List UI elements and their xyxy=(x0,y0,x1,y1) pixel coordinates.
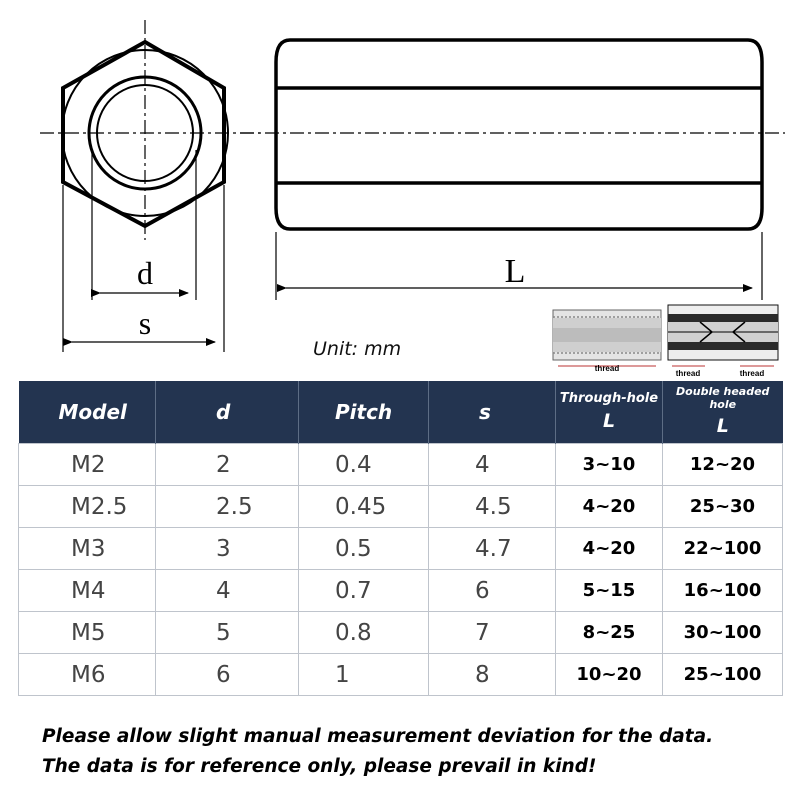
label-d: d xyxy=(137,255,153,291)
label-s: s xyxy=(138,305,152,341)
cell-s: 4 xyxy=(429,444,556,486)
cell-pitch: 0.5 xyxy=(299,528,429,570)
thread-label: thread xyxy=(594,364,620,373)
cell-s: 6 xyxy=(429,570,556,612)
cell-d: 6 xyxy=(156,654,299,696)
technical-drawing xyxy=(0,0,800,380)
cell-through: 4~20 xyxy=(556,486,663,528)
header-d: d xyxy=(156,381,299,444)
header-pitch: Pitch xyxy=(299,381,429,444)
cell-pitch: 0.4 xyxy=(299,444,429,486)
hex-end-view xyxy=(40,20,260,240)
table-row xyxy=(19,444,783,486)
disclaimer xyxy=(42,722,713,782)
table-row xyxy=(19,528,783,570)
cell-pitch: 0.8 xyxy=(299,612,429,654)
cell-through: 5~15 xyxy=(556,570,663,612)
unit-label: Unit: mm xyxy=(313,338,402,360)
table-header-row xyxy=(19,381,783,444)
cell-d: 2.5 xyxy=(156,486,299,528)
cell-d: 2 xyxy=(156,444,299,486)
disclaimer-line-1: Please allow slight manual measurement deviation for the data. xyxy=(42,726,714,747)
cell-pitch: 0.45 xyxy=(299,486,429,528)
cell-through: 10~20 xyxy=(556,654,663,696)
cell-s: 7 xyxy=(429,612,556,654)
cell-double: 25~100 xyxy=(663,654,783,696)
header-s: s xyxy=(429,381,556,444)
cell-double: 25~30 xyxy=(663,486,783,528)
table-row xyxy=(19,570,783,612)
spec-table xyxy=(18,381,783,696)
table-row xyxy=(19,654,783,696)
cell-through: 4~20 xyxy=(556,528,663,570)
header-double-headed: Double headed hole L xyxy=(663,381,783,444)
cell-model: M2 xyxy=(19,444,156,486)
cell-double: 30~100 xyxy=(663,612,783,654)
header-model: Model xyxy=(19,381,156,444)
cell-through: 3~10 xyxy=(556,444,663,486)
cell-d: 4 xyxy=(156,570,299,612)
cell-pitch: 1 xyxy=(299,654,429,696)
through-hole-thread-diagram xyxy=(553,310,661,373)
cell-through: 8~25 xyxy=(556,612,663,654)
cell-s: 4.7 xyxy=(429,528,556,570)
hex-side-view xyxy=(240,40,785,229)
thread-label-right: thread xyxy=(739,369,765,378)
cell-s: 4.5 xyxy=(429,486,556,528)
disclaimer-line-2: The data is for reference only, please prevail in kind! xyxy=(42,756,597,777)
cell-model: M3 xyxy=(19,528,156,570)
cell-double: 12~20 xyxy=(663,444,783,486)
cell-double: 22~100 xyxy=(663,528,783,570)
cell-model: M4 xyxy=(19,570,156,612)
cell-pitch: 0.7 xyxy=(299,570,429,612)
cell-double: 16~100 xyxy=(663,570,783,612)
cell-d: 3 xyxy=(156,528,299,570)
label-L: L xyxy=(504,253,526,290)
cell-model: M6 xyxy=(19,654,156,696)
table-row xyxy=(19,612,783,654)
double-headed-thread-diagram xyxy=(668,305,778,378)
cell-model: M2.5 xyxy=(19,486,156,528)
cell-model: M5 xyxy=(19,612,156,654)
table-row xyxy=(19,486,783,528)
cell-d: 5 xyxy=(156,612,299,654)
thread-label-left: thread xyxy=(675,369,701,378)
header-through-hole: Through-hole L xyxy=(556,381,663,444)
cell-s: 8 xyxy=(429,654,556,696)
